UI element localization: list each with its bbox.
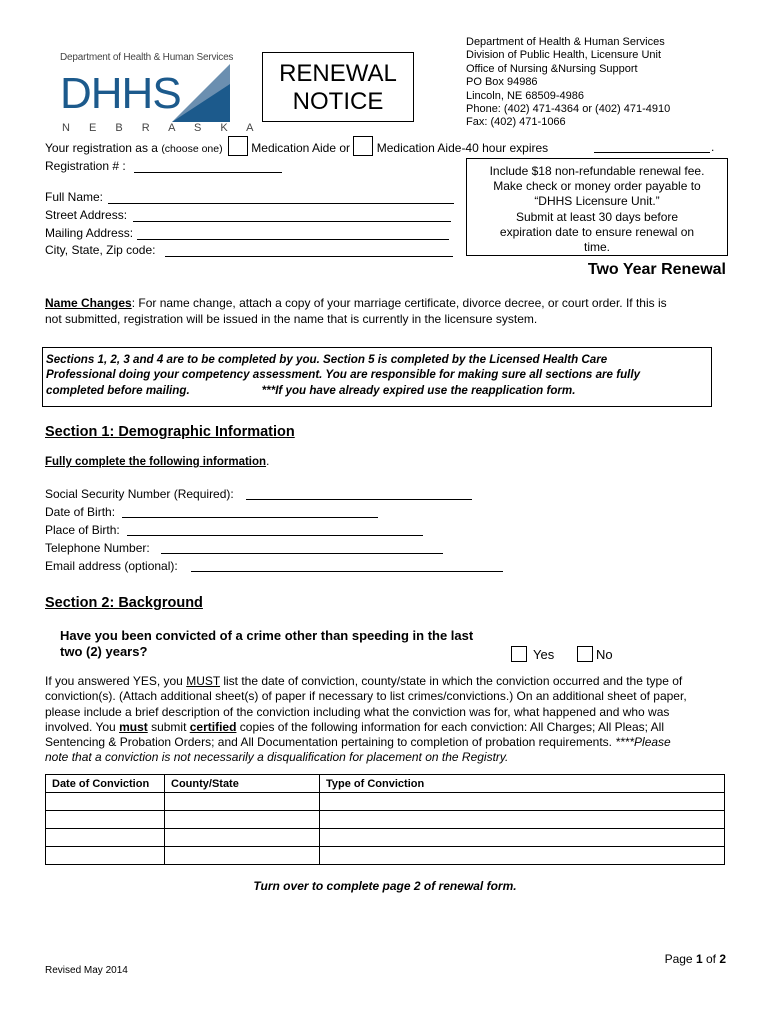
instructions-line2: Professional doing your competency assessment. You are responsible for making sure all sections are fully xyxy=(46,368,641,382)
renewal-title: RENEWAL xyxy=(279,60,397,87)
fee-line: “DHHS Licensure Unit.” xyxy=(534,194,660,209)
p1-text: If you answered YES, you xyxy=(45,674,187,688)
section1-sub-end: . xyxy=(266,456,270,468)
logo-dept-line: Department of Health & Human Services xyxy=(60,52,234,63)
p4a-text: involved. You xyxy=(45,719,120,734)
table-cell[interactable] xyxy=(46,811,165,829)
table-row xyxy=(46,811,725,829)
mailing-address-line[interactable] xyxy=(137,239,449,240)
table-cell[interactable] xyxy=(46,829,165,847)
mailing-address-label: Mailing Address: xyxy=(45,226,134,240)
fee-line: time. xyxy=(583,240,610,255)
instructions-box xyxy=(42,347,712,407)
street-address-label: Street Address: xyxy=(45,208,128,222)
header-county-state: County/State xyxy=(165,775,320,793)
name-changes-text1: : For name change, attach a copy of your marriage certificate, divorce decree, or court order. If this is xyxy=(131,296,667,310)
no-checkbox[interactable] xyxy=(577,646,593,662)
email-line[interactable] xyxy=(191,571,503,572)
logo-abbrev: DHHS xyxy=(60,69,181,118)
header-type-of-conviction: Type of Conviction xyxy=(320,775,725,793)
name-changes-text2: not submitted, registration will be issued in the name that is currently in the licensure system. xyxy=(45,312,538,326)
question-line1: Have you been convicted of a crime other than speeding in the last xyxy=(60,628,474,643)
expires-period: . xyxy=(711,140,715,154)
p4b-text: submit xyxy=(147,719,190,734)
header-date-of-conviction: Date of Conviction xyxy=(46,775,165,793)
city-state-zip-line[interactable] xyxy=(165,256,453,257)
yes-label: Yes xyxy=(533,647,555,662)
table-cell[interactable] xyxy=(165,847,320,865)
agency-address xyxy=(466,36,670,130)
full-name-line[interactable] xyxy=(108,203,454,204)
page-number xyxy=(640,952,726,966)
agency-line: Fax: (402) 471-1066 xyxy=(466,116,566,129)
p2-text: conviction(s). (Attach additional sheet(s) of paper if necessary to list crimes/convictions.) On an additional sheet of paper, xyxy=(45,689,687,704)
instructions-line3b: ***If you have already expired use the reapplication form. xyxy=(261,383,576,397)
section1-subtitle xyxy=(45,456,269,468)
table-cell[interactable] xyxy=(165,829,320,847)
expires-date-line[interactable] xyxy=(594,152,710,153)
page-total: 2 xyxy=(719,952,726,966)
p3-text: please include a brief description of the conviction including what the conviction was for, what happened and who was xyxy=(45,704,670,719)
page-current: 1 xyxy=(695,952,703,966)
registration-number-label: Registration # : xyxy=(45,159,126,173)
section2-title: Section 2: Background xyxy=(45,595,203,611)
city-state-zip-label: City, State, Zip code: xyxy=(45,243,156,257)
registration-row xyxy=(45,141,735,159)
fee-line: Include $18 non-refundable renewal fee. xyxy=(489,164,705,178)
yes-checkbox[interactable] xyxy=(511,646,527,662)
section1-title: Section 1: Demographic Information xyxy=(45,424,295,440)
p5b-text: ****Please xyxy=(615,735,671,750)
table-row xyxy=(46,847,725,865)
pob-label: Place of Birth: xyxy=(45,523,120,537)
p4-certified: certified xyxy=(189,719,237,734)
table-cell[interactable] xyxy=(320,793,725,811)
table-cell[interactable] xyxy=(320,829,725,847)
ssn-line[interactable] xyxy=(246,499,472,500)
phone-label: Telephone Number: xyxy=(45,541,150,555)
page-prefix: Page xyxy=(664,952,696,966)
p1-end: list the date of conviction, county/state in which the conviction occurred and the type of xyxy=(219,674,683,688)
table-cell[interactable] xyxy=(165,793,320,811)
fee-box xyxy=(466,158,728,256)
email-label: Email address (optional): xyxy=(45,559,178,573)
conviction-question xyxy=(60,628,473,660)
conviction-instructions xyxy=(45,674,735,766)
table-row xyxy=(46,793,725,811)
agency-line: Office of Nursing &Nursing Support xyxy=(466,62,638,75)
agency-line: Department of Health & Human Services xyxy=(466,36,665,48)
table-cell[interactable] xyxy=(165,811,320,829)
two-year-renewal-heading: Two Year Renewal xyxy=(587,261,726,278)
logo-swoosh-icon xyxy=(172,64,230,124)
p4-must: must xyxy=(119,719,148,734)
dob-label: Date of Birth: xyxy=(45,505,116,519)
table-cell[interactable] xyxy=(46,793,165,811)
dhhs-logo xyxy=(60,50,262,140)
dob-line[interactable] xyxy=(122,517,378,518)
section1-sub: Fully complete the following information xyxy=(45,456,267,468)
street-address-line[interactable] xyxy=(133,221,451,222)
registration-prefix: Your registration as a xyxy=(45,141,158,155)
pob-line[interactable] xyxy=(127,535,423,536)
instructions-line3a: completed before mailing. xyxy=(46,383,190,397)
logo-state: N E B R A S K A xyxy=(62,122,262,134)
no-label: No xyxy=(596,647,613,662)
p5a-text: Sentencing & Probation Orders; and All Documentation pertaining to completion of probation requirements. xyxy=(45,735,616,750)
option-medication-aide-40: Medication Aide-40 hour expires xyxy=(376,141,549,155)
fee-line: Submit at least 30 days before xyxy=(515,209,679,224)
name-changes-paragraph xyxy=(45,295,735,327)
question-line2: two (2) years? xyxy=(60,644,148,659)
revised-date: Revised May 2014 xyxy=(45,965,128,976)
medication-aide-40-checkbox[interactable] xyxy=(353,136,373,156)
agency-line: Lincoln, NE 68509-4986 xyxy=(466,89,585,102)
fee-line: Make check or money order payable to xyxy=(493,179,701,194)
phone-line[interactable] xyxy=(161,553,443,554)
instructions-line1: Sections 1, 2, 3 and 4 are to be completed by you. Section 5 is completed by the Licensed Health Care xyxy=(46,353,608,366)
registration-number-line[interactable] xyxy=(134,172,282,173)
conviction-table xyxy=(45,774,725,865)
fee-line: expiration date to ensure renewal on xyxy=(499,224,695,239)
renewal-notice-box xyxy=(262,52,414,122)
table-cell[interactable] xyxy=(46,847,165,865)
agency-line: PO Box 94986 xyxy=(466,76,538,89)
notice-title: NOTICE xyxy=(292,88,384,115)
p1-must: MUST xyxy=(186,674,220,688)
table-header-row xyxy=(46,775,725,793)
name-changes-label: Name Changes xyxy=(45,296,132,310)
page-of: of xyxy=(702,952,720,966)
table-row xyxy=(46,829,725,847)
option-medication-aide: Medication Aide or xyxy=(251,141,351,155)
agency-line: Division of Public Health, Licensure Unit xyxy=(466,49,662,62)
table-cell[interactable] xyxy=(320,847,725,865)
registration-choose: (choose one) xyxy=(161,143,223,155)
medication-aide-checkbox[interactable] xyxy=(228,136,248,156)
agency-line: Phone: (402) 471-4364 or (402) 471-4910 xyxy=(466,103,671,116)
p4c-text: copies of the following information for each conviction: All Charges; All Pleas; All xyxy=(236,719,664,734)
ssn-label: Social Security Number (Required): xyxy=(45,487,234,501)
turn-over-note: Turn over to complete page 2 of renewal form. xyxy=(253,879,517,893)
table-cell[interactable] xyxy=(320,811,725,829)
p6-text: note that a conviction is not necessarily a disqualification for placement on the Registry. xyxy=(45,750,509,765)
full-name-label: Full Name: xyxy=(45,190,104,204)
